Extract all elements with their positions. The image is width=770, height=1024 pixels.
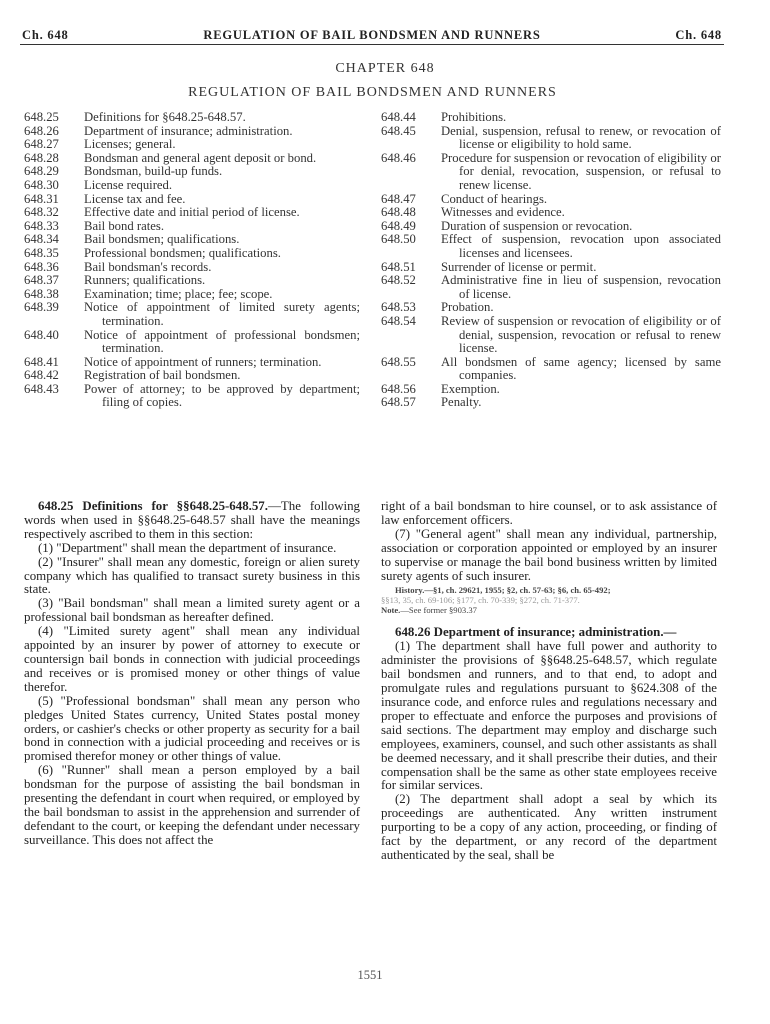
toc-section-title: Power of attorney; to be approved by department; filing of copies. [84,381,360,410]
toc-section-title: Bondsman, build-up funds. [84,164,223,179]
toc-section-title: Runners; qualifications. [84,273,206,288]
toc-section-number: 648.36 [24,259,59,274]
toc-section-number: 648.49 [381,218,416,233]
history-text-continued: §§13, 35, ch. 69-106; §177, ch. 70-339; §272, ch. 71-377. [381,595,580,606]
definition-6: (6) "Runner" shall mean a person employed by a bail bondsman for the purpose of assisting the bail bondsman in presenting the defendant in court when required, or employed by the bail bondsman to assist in the apprehension and surrender of defendant to the court, or keeping the defendant under necessary surveillance. This does not affect the [24,763,360,847]
section-648-26-para-2: (2) The department shall adopt a seal by which its proceedings are authenticated. Any written instrument purporting to be a copy of any action, proceeding, or finding of fact by the department, or any record of the department authenticated by the seal, shall be [381,792,717,862]
toc-entry [24,329,360,356]
toc-section-number: 648.25 [24,110,59,124]
toc-section-title: Notice of appointment of professional bondsmen; termination. [84,327,360,356]
toc-section-title: Duration of suspension or revocation. [441,218,633,233]
toc-section-title: Penalty. [441,395,482,410]
toc-section-title: Professional bondsmen; qualifications. [84,245,281,260]
toc-entry [24,288,360,302]
section-intro-dash: — [663,625,677,640]
toc-section-number: 648.39 [24,300,59,315]
toc-entry [381,356,721,383]
toc-entry [24,206,360,220]
toc-entry [24,247,360,261]
toc-section-title: Bondsman and general agent deposit or bond. [84,150,317,165]
body-left-column [24,500,360,848]
toc-section-number: 648.42 [24,368,59,383]
header-rule [20,44,724,45]
toc-section-number: 648.32 [24,205,59,220]
toc-section-number: 648.45 [381,123,416,138]
toc-entry [381,193,721,207]
toc-entry [24,274,360,288]
section-648-26-para-1: (1) The department shall have full power and authority to administer the provisions of §§648.25-648.57, which regulate bail bondsmen and runners, and to that end, to adopt and promulgate rules and regulations pursuant to §624.308 of the insurance code, and enforce rules and regulations necessary and proper to effectuate and enforce the purposes and provisions of said sections. The department may employ and discharge such employees, examiners, counsel, and such other assistants as shall be deemed necessary, and it shall prescribe their duties, and their compensation shall be the same as other state employees receive for similar services. [381,639,717,793]
toc-entry [381,206,721,220]
toc-section-number: 648.29 [24,164,59,179]
toc-entry [381,383,721,397]
note-label: Note. [381,605,401,616]
toc-section-number: 648.33 [24,218,59,233]
toc-section-title: Witnesses and evidence. [441,205,565,220]
toc-entry [24,193,360,207]
toc-entry [24,152,360,166]
toc-section-title: Surrender of license or permit. [441,259,597,274]
definition-1: (1) "Department" shall mean the department of insurance. [38,540,337,555]
note-text: —See former §903.37 [400,605,477,616]
toc-entry [24,301,360,328]
toc-section-number: 648.40 [24,327,59,342]
toc-section-title: Notice of appointment of limited surety agents; termination. [84,300,360,328]
toc-section-number: 648.46 [381,150,416,165]
section-heading: 648.26 Department of insurance; administration. [395,625,664,640]
toc-entry [24,138,360,152]
chapter-number: CHAPTER 648 [335,61,435,76]
toc-section-title: Examination; time; place; fee; scope. [84,286,273,301]
toc-section-number: 648.35 [24,245,59,260]
toc-entry [381,125,721,152]
toc-right-column [381,111,721,410]
toc-section-number: 648.53 [381,300,416,315]
toc-entry [24,233,360,247]
section-648-26-heading [381,626,717,640]
toc-entry [381,111,721,125]
toc-section-number: 648.43 [24,381,59,396]
toc-section-number: 648.56 [381,381,416,396]
section-648-25-intro [24,500,360,542]
toc-section-number: 648.26 [24,123,59,138]
toc-section-title: Bail bondsmen; qualifications. [84,232,240,247]
toc-entry [381,233,721,260]
toc-entry [381,396,721,410]
definition-3: (3) "Bail bondsman" shall mean a limited surety agent or a professional bail bondsman as hereafter defined. [24,596,360,625]
toc-section-title: Denial, suspension, refusal to renew, or revocation of license or eligibility to hold same. [441,123,721,152]
toc-section-number: 648.27 [24,137,59,152]
toc-section-title: Review of suspension or revocation of eligibility or of denial, suspension, revocation or refusal to renew license. [441,313,721,356]
toc-section-title: Department of insurance; administration. [84,123,293,138]
toc-section-number: 648.44 [381,110,416,124]
body-right-column [381,500,717,863]
toc-entry [24,383,360,410]
toc-section-number: 648.51 [381,259,416,274]
chapter-title: REGULATION OF BAIL BONDSMEN AND RUNNERS [188,85,557,100]
toc-section-number: 648.41 [24,354,59,369]
toc-section-title: Notice of appointment of runners; termination. [84,354,322,369]
toc-section-number: 648.28 [24,150,59,165]
toc-section-title: Effect of suspension, revocation upon associated licenses and licensees. [441,232,721,260]
toc-entry [381,274,721,301]
definition-7: (7) "General agent" shall mean any individual, partnership, association or corporation appointed or employed by an insurer to supervise or manage the bail bond business written by limited surety agents of such insurer. [381,526,717,583]
toc-section-number: 648.55 [381,354,416,369]
toc-entry [381,301,721,315]
toc-section-number: 648.30 [24,177,59,192]
toc-section-title: License tax and fee. [84,191,186,206]
toc-entry [24,125,360,139]
toc-section-title: Administrative fine in lieu of suspension, revocation of license. [441,273,721,301]
toc-section-title: Effective date and initial period of license. [84,205,300,220]
toc-section-number: 648.54 [381,313,416,328]
toc-section-number: 648.48 [381,205,416,220]
definition-4: (4) "Limited surety agent" shall mean any individual appointed by an insurer by power of attorney to execute or countersign bail bonds in connection with judicial proceedings and receives or is promised money or other things of value therefor. [24,624,360,694]
toc-section-number: 648.37 [24,273,59,288]
toc-entry [381,261,721,275]
history-label: History. [395,585,425,596]
header-chapter-right: Ch. 648 [675,28,722,42]
page-number: 1551 [357,968,383,982]
toc-section-number: 648.31 [24,191,59,206]
toc-section-title: Definitions for §648.25-648.57. [84,110,246,124]
toc-section-number: 648.38 [24,286,59,301]
toc-section-number: 648.34 [24,232,59,247]
toc-section-title: Licenses; general. [84,137,176,152]
toc-section-title: Prohibitions. [441,110,507,124]
toc-section-title: Exemption. [441,381,500,396]
toc-section-title: Conduct of hearings. [441,191,548,206]
toc-section-title: Registration of bail bondsmen. [84,368,241,383]
history-text: —§1, ch. 29621, 1955; §2, ch. 57-63; §6, ch. 65-492; [424,585,611,596]
toc-entry [24,261,360,275]
toc-section-title: All bondsmen of same agency; licensed by same companies. [441,354,721,383]
toc-section-title: Bail bondsman's records. [84,259,212,274]
toc-section-title: Bail bond rates. [84,218,164,233]
toc-left-column [24,111,360,410]
toc-section-title: Probation. [441,300,494,315]
header-chapter-left: Ch. 648 [22,28,69,42]
toc-section-number: 648.57 [381,395,416,410]
toc-section-number: 648.47 [381,191,416,206]
toc-entry [24,165,360,179]
toc-section-title: License required. [84,177,173,192]
toc-section-number: 648.52 [381,273,416,288]
toc-entry [24,220,360,234]
toc-section-title: Procedure for suspension or revocation of eligibility or for denial, revocation, suspension, or refusal to renew license. [441,150,721,192]
history-note [381,585,717,615]
section-intro-text: —The following words when used in §§648.25-648.57 shall have the meanings respectively ascribed to them in this section: [24,499,360,541]
definition-6-continued: right of a bail bondsman to hire counsel, or to ask assistance of law enforcement officers. [381,499,717,527]
toc-entry [24,111,360,125]
section-heading: 648.25 Definitions for §§648.25-648.57. [38,499,268,513]
toc-entry [381,220,721,234]
toc-entry [24,356,360,370]
header-title: REGULATION OF BAIL BONDSMEN AND RUNNERS [203,28,541,42]
toc-entry [24,179,360,193]
toc-entry [381,152,721,193]
toc-entry [24,369,360,383]
definition-5: (5) "Professional bondsman" shall mean any person who pledges United States currency, United States postal money orders, or cashier's checks or other property as security for a bail bond in connection with a judicial proceeding and receives or is promised therefor money or other things of value. [24,693,360,764]
toc-entry [381,315,721,356]
toc-section-number: 648.50 [381,232,416,247]
definition-2: (2) "Insurer" shall mean any domestic, foreign or alien surety company which has qualified to transact surety business in this state. [24,554,360,597]
